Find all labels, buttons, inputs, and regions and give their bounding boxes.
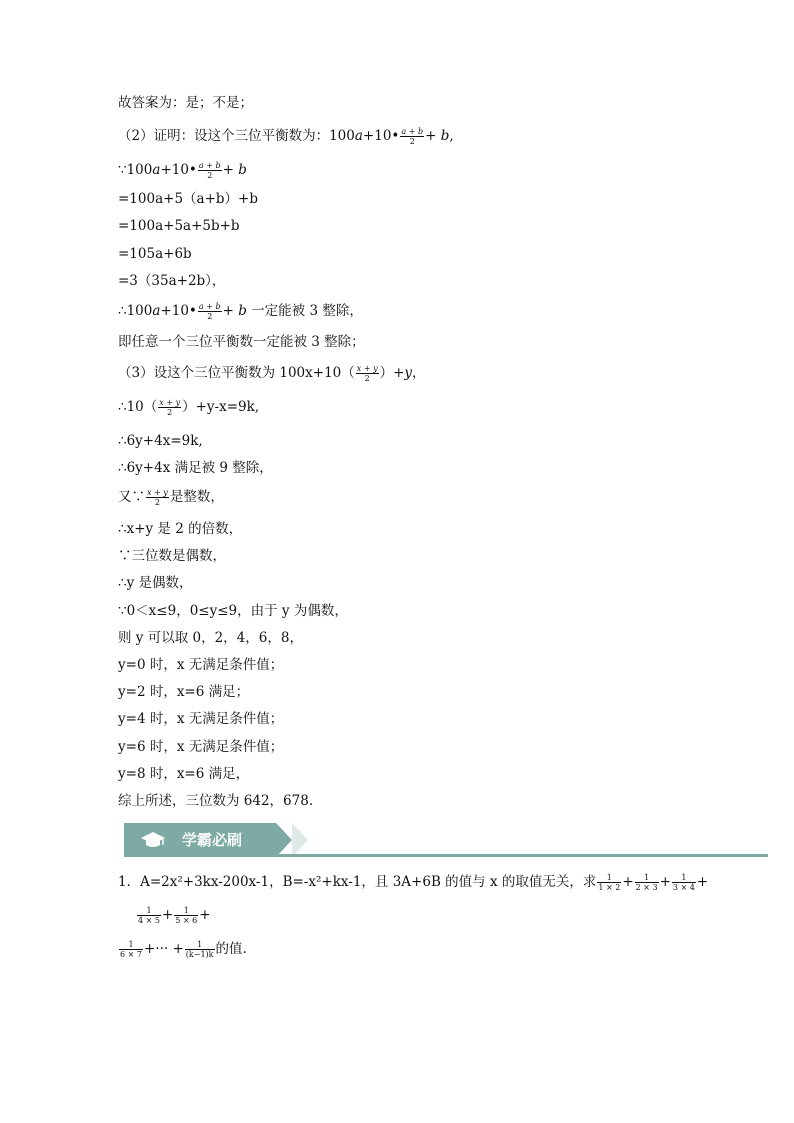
numerator: 1 [119,940,143,950]
part3-intro-text: （3）设这个三位平衡数为 100x+10（ [118,365,355,381]
part3-line-3: ∴6y+4x 满足被 9 整除， [118,460,273,476]
denominator: 2 [167,408,173,417]
problem-1-tail: 的值. [215,941,247,957]
denominator: 2 [364,374,370,383]
banner-rule [124,854,768,857]
line-head: ∴10（ [118,399,158,415]
denominator: 2 [409,137,415,146]
numerator: x + y [159,398,181,407]
part3-intro: （3）设这个三位平衡数为 100x+10（ $\frac{x + y}{2}$ ）+y， [118,364,426,383]
part3-line-4 [118,488,224,507]
part2-intro: （2）证明：设这个三位平衡数为：100a+10• $\frac{a + b}{2}$ + b, [118,127,454,146]
conclusion-text: 一定能被 3 整除， [251,303,363,319]
part2-step-1: =100a+5（a+b）+b [118,191,258,207]
banner-title: 学霸必刷 [182,831,243,849]
ten-dot: 10• [171,162,197,178]
denominator: 2 [207,171,213,180]
denominator: 2 × 3 [635,883,658,892]
numerator: x + y [356,364,378,373]
part3-line-7: ∴y 是偶数， [118,575,193,591]
because-symbol: ∵ [118,162,127,178]
denominator: 4 × 5 [138,916,160,925]
denominator: 5 × 6 [175,916,198,925]
line-head: 又∵ [118,489,145,505]
part3-line-11: y=2 时，x=6 满足； [118,684,250,700]
denominator: (k−1)k [185,950,214,959]
fraction-x-plus-y [356,364,379,383]
banner-chevron [276,823,292,857]
numerator: 1 [672,873,696,883]
numerator: a + b [198,302,221,311]
fraction-1-over-3x4 [672,873,696,892]
denominator: 2 [154,498,160,507]
numerator: a + b [198,161,221,170]
part2-step-3: =105a+6b [118,246,192,262]
ellipsis-sum: +··· + [143,941,184,957]
part2-step-4: =3（35a+2b）， [118,273,226,289]
part2-conclusion: ∴100a+10• $\frac{a + b}{2}$ + b 一定能被 3 整除， [118,302,363,321]
part3-line-8: ∵0＜x≤9，0≤y≤9，由于 y 为偶数， [118,603,348,619]
problem-1-line-3 [118,940,247,959]
part2-final: 即任意一个三位平衡数一定能被 3 整除； [118,334,365,350]
denominator: 2 [207,312,213,321]
denominator: 1 × 2 [598,883,621,892]
fraction-a-plus-b [198,161,222,180]
part3-line-5: ∴x+y 是 2 的倍数， [118,521,243,537]
fraction-a-plus-b [198,302,222,321]
ten-dot: 10• [171,303,197,319]
fraction-1-over-4x5 [137,906,161,925]
banner-chevron-shadow [292,823,308,857]
numerator: 1 [597,873,621,883]
fraction-x-plus-y [158,398,181,417]
problem-1-lead: 1．A=2x²+3kx-200x-1，B=-x²+kx-1，且 3A+6B 的值与 x 的取值无关，求 [118,874,597,890]
fraction-x-plus-y [146,488,169,507]
fraction-1-over-k-minus-1-k [185,940,215,959]
line-tail: ）+y-x=9k, [182,399,260,415]
part3-summary: 综上所述，三位数为 642，678. [118,793,314,809]
numerator: 1 [137,906,161,916]
part2-step-2: =100a+5a+5b+b [118,218,240,234]
answer-line: 故答案为：是；不是； [118,95,253,111]
part3-line-14: y=8 时，x=6 满足， [118,766,250,782]
therefore-symbol: ∴ [118,303,127,319]
part3-line-2: ∴6y+4x=9k, [118,433,203,449]
numerator: 1 [174,906,198,916]
fraction-a-plus-b [400,127,424,146]
numerator: 1 [185,940,215,950]
part3-line-9: 则 y 可以取 0，2，4，6，8， [118,630,303,646]
part3-line-10: y=0 时，x 无满足条件值； [118,657,284,673]
part3-line-12: y=4 时，x 无满足条件值； [118,711,284,727]
fraction-1-over-6x7 [119,940,143,959]
part3-line-13: y=6 时，x 无满足条件值； [118,739,284,755]
numerator: a + b [401,127,424,136]
problem-1-line-2: $\frac{1}{4 \times 5}$ + $\frac{1}{5 \times 6}$ + [138,906,211,925]
denominator: 3 × 4 [672,883,695,892]
graduation-cap-icon [140,830,166,850]
denominator: 6 × 7 [120,950,142,959]
numerator: 1 [635,873,659,883]
fraction-1-over-2x3 [635,873,659,892]
numerator: x + y [147,488,168,497]
part3-line-6: ∵三位数是偶数， [118,548,226,564]
part2-expression: ∵100a+10• $\frac{a + b}{2}$ + b [118,161,247,180]
fraction-1-over-1x2 [597,873,621,892]
part3-line-1 [118,398,259,417]
fraction-1-over-5x6 [174,906,198,925]
ten-dot: 10• [374,128,400,144]
part2-intro-text: （2）证明：设这个三位平衡数为：100 [118,128,355,144]
section-banner [124,823,768,857]
problem-1-line-1: 1．A=2x²+3kx-200x-1，B=-x²+kx-1，且 3A+6B 的值与 x 的取值无关，求 $\frac{1}{1 \times 2}$ + $\frac{1}{2 \times 3}$ + $\frac{1}{3 \times 4}$ + [118,873,709,892]
line-tail: 是整数， [169,489,224,505]
